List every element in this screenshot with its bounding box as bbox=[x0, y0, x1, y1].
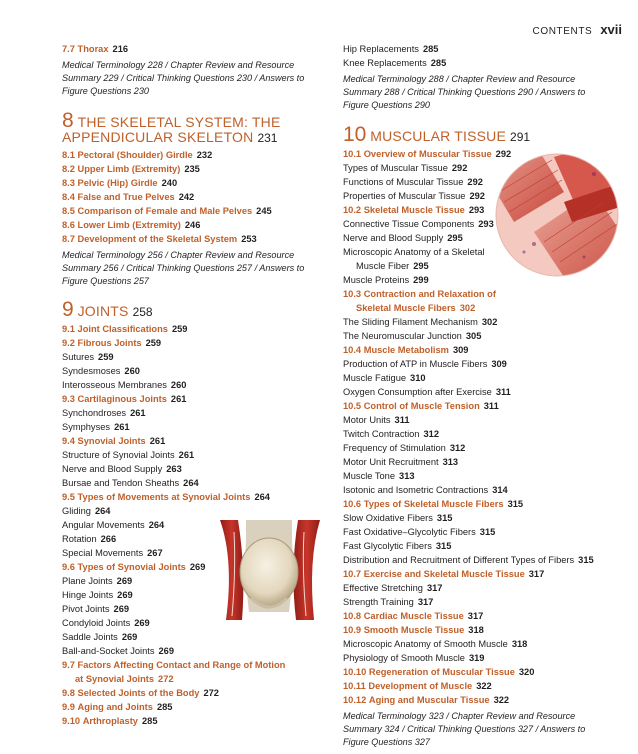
chapter-review-summary: Medical Terminology 228 / Chapter Review and Resource Summary 229 / Critical Thinking Questions 230 / Answers to Figure Questions 230 bbox=[62, 60, 305, 97]
toc-section-entry[interactable] bbox=[343, 287, 603, 315]
chapter-number: 8 bbox=[62, 108, 74, 132]
section-number: 10.1 bbox=[343, 148, 362, 159]
section-page: 272 bbox=[158, 674, 174, 685]
section-page: 285 bbox=[156, 702, 173, 713]
toc-section-entry[interactable] bbox=[62, 232, 320, 246]
subtopic-title: Strength Training bbox=[343, 596, 414, 607]
chapter-heading[interactable] bbox=[62, 108, 320, 146]
subtopic-page: 264 bbox=[148, 520, 165, 531]
section-title: Smooth Muscle Tissue bbox=[363, 624, 465, 635]
toc-subtopic-entry[interactable] bbox=[343, 469, 603, 483]
toc-subtopic-entry[interactable] bbox=[343, 329, 603, 343]
section-page: 259 bbox=[145, 338, 162, 349]
subtopic-page: 309 bbox=[491, 358, 507, 369]
section-page: 240 bbox=[161, 177, 178, 188]
subtopic-page: 313 bbox=[442, 456, 459, 467]
toc-subtopic-entry[interactable] bbox=[62, 588, 320, 602]
subtopic-page: 312 bbox=[423, 428, 439, 439]
toc-subtopic-entry[interactable] bbox=[62, 462, 320, 476]
subtopic-page: 299 bbox=[413, 274, 429, 285]
toc-subtopic-entry[interactable] bbox=[343, 385, 603, 399]
toc-subtopic-entry[interactable] bbox=[343, 315, 603, 329]
subtopic-title: Angular Movements bbox=[62, 520, 145, 531]
section-title: Joint Classifications bbox=[77, 324, 168, 335]
section-title: Pectoral (Shoulder) Girdle bbox=[77, 149, 193, 160]
section-title: Fibrous Joints bbox=[77, 338, 142, 349]
toc-subtopic-entry[interactable] bbox=[343, 483, 603, 497]
section-page: 311 bbox=[483, 400, 499, 411]
section-number: 8.4 bbox=[62, 191, 75, 202]
toc-subtopic-entry[interactable] bbox=[343, 273, 603, 287]
section-page: 259 bbox=[171, 324, 188, 335]
section-title: Factors Affecting Contact and Range of Motion bbox=[77, 660, 286, 671]
section-page: 302 bbox=[459, 302, 476, 313]
subtopic-page: 292 bbox=[467, 176, 483, 187]
section-number: 9.2 bbox=[62, 338, 75, 349]
toc-subtopic-entry[interactable] bbox=[62, 546, 320, 560]
subtopic-title: Motor Unit Recruitment bbox=[343, 456, 439, 467]
subtopic-title: Pivot Joints bbox=[62, 604, 110, 615]
subtopic-page: 269 bbox=[121, 632, 138, 643]
section-number: 8.5 bbox=[62, 205, 75, 216]
subtopic-title-continued bbox=[343, 259, 603, 273]
subtopic-title: Fast Glycolytic Fibers bbox=[343, 540, 432, 551]
subtopic-title: Microscopic Anatomy of Smooth Muscle bbox=[343, 638, 508, 649]
subtopic-page: 260 bbox=[170, 380, 187, 391]
subtopic-title: Slow Oxidative Fibers bbox=[343, 512, 433, 523]
section-number: 8.2 bbox=[62, 163, 75, 174]
section-title: False and True Pelves bbox=[77, 191, 175, 202]
section-title: Pelvic (Hip) Girdle bbox=[77, 177, 158, 188]
section-number: 10.12 bbox=[343, 694, 367, 705]
section-number: 10.8 bbox=[343, 610, 362, 621]
section-number: 10.4 bbox=[343, 344, 362, 355]
section-number: 9.4 bbox=[62, 436, 75, 447]
subtopic-title: Types of Muscular Tissue bbox=[343, 162, 448, 173]
subtopic-title: Plane Joints bbox=[62, 576, 113, 587]
section-title: Types of Movements at Synovial Joints bbox=[77, 492, 251, 503]
toc-subtopic-entry[interactable] bbox=[62, 616, 320, 630]
subtopic-title: Interosseous Membranes bbox=[62, 380, 167, 391]
subtopic-page: 315 bbox=[436, 512, 453, 523]
section-page: 315 bbox=[507, 498, 524, 509]
section-title-line2: Skeletal Muscle Fibers bbox=[356, 302, 456, 313]
subtopic-page: 295 bbox=[447, 232, 463, 243]
toc-subtopic-entry[interactable] bbox=[343, 175, 603, 189]
subtopic-title: Isotonic and Isometric Contractions bbox=[343, 484, 489, 495]
subtopic-page: 269 bbox=[113, 604, 130, 615]
section-page: 292 bbox=[495, 148, 512, 159]
toc-section-entry[interactable] bbox=[62, 714, 320, 728]
subtopic-page: 263 bbox=[166, 464, 182, 475]
section-title: Types of Skeletal Muscle Fibers bbox=[363, 498, 504, 509]
subtopic-page: 311 bbox=[495, 386, 511, 397]
chapter-page: 258 bbox=[132, 305, 153, 320]
section-title: Upper Limb (Extremity) bbox=[77, 163, 181, 174]
toc-subtopic-entry[interactable] bbox=[343, 189, 603, 203]
toc-section-entry[interactable] bbox=[62, 560, 320, 574]
toc-section-entry[interactable] bbox=[62, 434, 320, 448]
section-title: Arthroplasty bbox=[82, 716, 138, 727]
section-title: Cardiac Muscle Tissue bbox=[363, 610, 464, 621]
section-title: Types of Synovial Joints bbox=[77, 562, 186, 573]
section-title: Regeneration of Muscular Tissue bbox=[368, 666, 515, 677]
section-number: 9.6 bbox=[62, 562, 75, 573]
toc-subtopic-entry[interactable] bbox=[62, 630, 320, 644]
section-page: 216 bbox=[112, 44, 129, 54]
subtopic-title: Connective Tissue Components bbox=[343, 218, 475, 229]
subtopic-title: Hinge Joints bbox=[62, 590, 114, 601]
subtopic-title: Structure of Synovial Joints bbox=[62, 450, 175, 461]
subtopic-page: 305 bbox=[465, 330, 482, 341]
section-title: Control of Muscle Tension bbox=[363, 400, 480, 411]
toc-section-entry[interactable] bbox=[343, 343, 603, 357]
subtopic-page: 312 bbox=[449, 442, 466, 453]
toc-subtopic-entry[interactable] bbox=[62, 476, 320, 490]
section-page: 318 bbox=[468, 624, 484, 635]
section-page: 317 bbox=[467, 610, 484, 621]
section-title-continued bbox=[62, 672, 320, 686]
toc-subtopic-entry[interactable] bbox=[343, 539, 603, 553]
subtopic-title: The Sliding Filament Mechanism bbox=[343, 316, 478, 327]
subtopic-page: 317 bbox=[426, 582, 443, 593]
toc-section-entry[interactable] bbox=[62, 176, 320, 190]
section-number: 9.5 bbox=[62, 492, 75, 503]
toc-section-entry[interactable] bbox=[62, 686, 320, 700]
section-title: Lower Limb (Extremity) bbox=[77, 219, 181, 230]
section-number: 9.3 bbox=[62, 394, 75, 405]
chapter-review-summary: Medical Terminology 288 / Chapter Review and Resource Summary 288 / Critical Thinking Questions 290 / Answers to Figure Questions 290 bbox=[343, 74, 586, 111]
toc-subtopic-entry[interactable] bbox=[343, 161, 603, 175]
subtopic-page: 315 bbox=[578, 554, 594, 565]
subtopic-page: 313 bbox=[399, 470, 415, 481]
section-number: 10.6 bbox=[343, 498, 362, 509]
subtopic-page: 317 bbox=[417, 596, 434, 607]
section-title: Comparison of Female and Male Pelves bbox=[77, 205, 253, 216]
section-number: 8.6 bbox=[62, 219, 75, 230]
toc-section-entry[interactable] bbox=[62, 392, 320, 406]
subtopic-page: 264 bbox=[183, 478, 199, 489]
section-number: 10.10 bbox=[343, 666, 367, 677]
section-number: 10.5 bbox=[343, 400, 362, 411]
section-page: 322 bbox=[476, 680, 492, 691]
section-page: 253 bbox=[241, 233, 257, 244]
toc-subtopic-entry[interactable] bbox=[343, 455, 603, 469]
chapter-page: 291 bbox=[510, 129, 531, 144]
toc-section-entry[interactable] bbox=[343, 203, 603, 217]
subtopic-page: 318 bbox=[511, 638, 528, 649]
toc-subtopic-entry[interactable] bbox=[62, 378, 320, 392]
toc-subtopic-entry[interactable] bbox=[62, 420, 320, 434]
chapter-review-summary: Medical Terminology 256 / Chapter Review and Resource Summary 256 / Critical Thinking Questions 257 / Answers to Figure Questions 257 bbox=[62, 249, 305, 287]
section-title: Synovial Joints bbox=[77, 436, 146, 447]
toc-section-entry[interactable] bbox=[62, 322, 320, 336]
toc-subtopic-entry[interactable] bbox=[343, 371, 603, 385]
subtopic-title: Muscle Fatigue bbox=[343, 372, 407, 383]
toc-subtopic-entry[interactable] bbox=[343, 651, 603, 665]
section-title: Contraction and Relaxation of bbox=[363, 288, 496, 299]
subtopic-title: Saddle Joints bbox=[62, 632, 118, 643]
header-page-number: xvii bbox=[600, 22, 622, 37]
subtopic-page: 259 bbox=[98, 352, 114, 363]
subtopic-title: Motor Units bbox=[343, 414, 391, 425]
subtopic-page: 264 bbox=[94, 506, 111, 517]
section-title-continued bbox=[343, 301, 603, 315]
toc-subtopic-entry[interactable] bbox=[62, 574, 320, 588]
section-number: 9.10 bbox=[62, 716, 81, 727]
toc-subtopic-entry[interactable] bbox=[343, 441, 603, 455]
subtopic-title: Physiology of Smooth Muscle bbox=[343, 652, 465, 663]
toc-right-column bbox=[343, 42, 603, 754]
subtopic-title: Microscopic Anatomy of a Skeletal bbox=[343, 246, 485, 257]
subtopic-page: 261 bbox=[114, 422, 130, 433]
subtopic-title: Distribution and Recruitment of Different Types of Fibers bbox=[343, 554, 575, 565]
toc-subtopic-entry[interactable] bbox=[343, 56, 603, 70]
section-page: 309 bbox=[452, 344, 469, 355]
toc-subtopic-entry[interactable] bbox=[62, 602, 320, 616]
section-number: 9.9 bbox=[62, 702, 75, 713]
section-number: 7.7 bbox=[62, 44, 75, 54]
chapter-page: 231 bbox=[257, 130, 278, 145]
toc-section-entry[interactable] bbox=[343, 609, 603, 623]
section-title: Muscle Metabolism bbox=[363, 344, 449, 355]
chapter-review-summary: Medical Terminology 323 / Chapter Review and Resource Summary 324 / Critical Thinking Questions 327 / Answers to Figure Questions 327 bbox=[343, 710, 586, 748]
subtopic-page: 269 bbox=[134, 618, 150, 629]
toc-section-entry[interactable] bbox=[62, 700, 320, 714]
chapter-title: MUSCULAR TISSUE bbox=[370, 127, 507, 144]
toc-subtopic-entry[interactable] bbox=[62, 406, 320, 420]
section-page: 261 bbox=[170, 394, 187, 405]
section-title: Cartilaginous Joints bbox=[77, 394, 167, 405]
toc-section-entry[interactable] bbox=[62, 490, 320, 504]
toc-section-entry[interactable] bbox=[62, 658, 320, 686]
subtopic-title: Nerve and Blood Supply bbox=[62, 464, 163, 475]
section-number: 10.2 bbox=[343, 204, 362, 215]
chapter-number: 9 bbox=[62, 298, 74, 322]
subtopic-page: 314 bbox=[492, 484, 508, 495]
subtopic-title: Special Movements bbox=[62, 548, 144, 559]
toc-subtopic-entry[interactable] bbox=[62, 504, 320, 518]
subtopic-page: 315 bbox=[479, 526, 496, 537]
subtopic-title: Rotation bbox=[62, 534, 97, 545]
toc-section-entry[interactable] bbox=[62, 218, 320, 232]
toc-subtopic-entry[interactable] bbox=[62, 532, 320, 546]
section-page: 272 bbox=[203, 688, 219, 699]
toc-section-entry[interactable] bbox=[343, 147, 603, 161]
subtopic-page: 266 bbox=[100, 534, 117, 545]
toc-section-entry[interactable] bbox=[343, 623, 603, 637]
toc-section-entry[interactable] bbox=[343, 399, 603, 413]
toc-section-entry[interactable] bbox=[62, 162, 320, 176]
subtopic-title: Bursae and Tendon Sheaths bbox=[62, 478, 180, 489]
toc-subtopic-entry[interactable] bbox=[62, 644, 320, 658]
toc-subtopic-entry[interactable] bbox=[62, 350, 320, 364]
section-number: 9.7 bbox=[62, 660, 75, 671]
toc-subtopic-entry[interactable] bbox=[343, 217, 603, 231]
subtopic-title: Twitch Contraction bbox=[343, 428, 420, 439]
chapter-heading[interactable] bbox=[62, 298, 320, 322]
section-title: Development of the Skeletal System bbox=[77, 233, 238, 244]
subtopic-page: 311 bbox=[394, 414, 410, 425]
chapter-number: 10 bbox=[343, 122, 367, 146]
section-page: 285 bbox=[141, 716, 158, 727]
toc-subtopic-entry[interactable] bbox=[343, 553, 603, 567]
section-page: 261 bbox=[149, 436, 166, 447]
subtopic-page: 285 bbox=[430, 58, 447, 68]
subtopic-title: Sutures bbox=[62, 352, 95, 363]
toc-section-entry[interactable] bbox=[62, 204, 320, 218]
subtopic-page: 269 bbox=[117, 590, 133, 601]
toc-subtopic-entry[interactable] bbox=[343, 427, 603, 441]
subtopic-page: 261 bbox=[178, 450, 195, 461]
section-title: Aging and Muscular Tissue bbox=[368, 694, 490, 705]
subtopic-title: Frequency of Stimulation bbox=[343, 442, 446, 453]
section-title: Exercise and Skeletal Muscle Tissue bbox=[363, 568, 525, 579]
section-number: 10.9 bbox=[343, 624, 362, 635]
section-number: 10.3 bbox=[343, 288, 362, 299]
section-title: Selected Joints of the Body bbox=[77, 688, 200, 699]
toc-subtopic-entry[interactable] bbox=[343, 231, 603, 245]
section-page: 242 bbox=[178, 191, 195, 202]
subtopic-title: Muscle Tone bbox=[343, 470, 396, 481]
subtopic-title: Nerve and Blood Supply bbox=[343, 232, 444, 243]
subtopic-page: 285 bbox=[422, 44, 439, 54]
toc-section-entry[interactable] bbox=[343, 567, 603, 581]
subtopic-page: 261 bbox=[130, 408, 146, 419]
subtopic-title-line2: Muscle Fiber bbox=[356, 260, 410, 271]
toc-subtopic-entry[interactable] bbox=[343, 413, 603, 427]
subtopic-page: 319 bbox=[468, 652, 485, 663]
section-title: Development of Muscle bbox=[368, 680, 473, 691]
subtopic-title: Condyloid Joints bbox=[62, 618, 131, 629]
toc-subtopic-entry[interactable] bbox=[62, 448, 320, 462]
section-page: 317 bbox=[528, 568, 545, 579]
subtopic-title: Functions of Muscular Tissue bbox=[343, 176, 464, 187]
subtopic-title: Knee Replacements bbox=[343, 58, 427, 68]
toc-section-entry[interactable] bbox=[62, 190, 320, 204]
subtopic-page: 310 bbox=[410, 372, 426, 383]
section-page: 320 bbox=[518, 666, 535, 677]
toc-subtopic-entry[interactable] bbox=[343, 595, 603, 609]
section-title: Skeletal Muscle Tissue bbox=[363, 204, 465, 215]
subtopic-page: 295 bbox=[413, 260, 429, 271]
toc-section-entry[interactable] bbox=[343, 497, 603, 511]
section-number: 10.7 bbox=[343, 568, 362, 579]
subtopic-page: 269 bbox=[116, 576, 133, 587]
section-page: 245 bbox=[256, 205, 272, 216]
section-page: 322 bbox=[493, 694, 510, 705]
toc-subtopic-entry[interactable] bbox=[343, 42, 603, 56]
toc-subtopic-entry[interactable] bbox=[62, 518, 320, 532]
section-page: 264 bbox=[254, 492, 270, 503]
subtopic-title: Syndesmoses bbox=[62, 366, 121, 377]
subtopic-page: 315 bbox=[435, 540, 452, 551]
subtopic-page: 269 bbox=[158, 646, 175, 657]
subtopic-title: Synchondroses bbox=[62, 408, 127, 419]
section-number: 10.11 bbox=[343, 680, 366, 691]
toc-subtopic-entry[interactable] bbox=[343, 581, 603, 595]
subtopic-title: Gliding bbox=[62, 506, 91, 517]
subtopic-title: Fast Oxidative–Glycolytic Fibers bbox=[343, 526, 476, 537]
section-page: 232 bbox=[196, 149, 213, 160]
section-page: 246 bbox=[184, 219, 201, 230]
subtopic-title: Oxygen Consumption after Exercise bbox=[343, 386, 492, 397]
subtopic-page: 260 bbox=[124, 366, 140, 377]
toc-subtopic-entry[interactable] bbox=[343, 525, 603, 539]
section-title: Aging and Joints bbox=[77, 702, 153, 713]
section-number: 8.3 bbox=[62, 177, 75, 188]
toc-section-entry[interactable] bbox=[343, 665, 603, 679]
toc-subtopic-entry[interactable] bbox=[62, 364, 320, 378]
header-label: CONTENTS bbox=[532, 26, 593, 37]
subtopic-title: Properties of Muscular Tissue bbox=[343, 190, 466, 201]
subtopic-title: Production of ATP in Muscle Fibers bbox=[343, 358, 488, 369]
running-header bbox=[533, 22, 623, 37]
subtopic-title: The Neuromuscular Junction bbox=[343, 330, 462, 341]
toc-subtopic-entry[interactable] bbox=[343, 245, 603, 273]
subtopic-title: Hip Replacements bbox=[343, 44, 419, 54]
toc-section-entry[interactable] bbox=[343, 679, 603, 693]
section-page: 293 bbox=[468, 204, 485, 215]
subtopic-page: 267 bbox=[147, 548, 163, 559]
toc-left-column bbox=[62, 42, 320, 728]
subtopic-page: 293 bbox=[478, 218, 494, 229]
toc-subtopic-entry[interactable] bbox=[343, 511, 603, 525]
section-page: 269 bbox=[189, 562, 206, 573]
chapter-title: THE SKELETAL SYSTEM: THE APPENDICULAR SKELETON bbox=[62, 113, 281, 145]
section-title: Thorax bbox=[77, 44, 109, 54]
section-title: Overview of Muscular Tissue bbox=[363, 148, 492, 159]
chapter-heading[interactable] bbox=[343, 122, 603, 146]
subtopic-title: Muscle Proteins bbox=[343, 274, 410, 285]
toc-section-entry[interactable] bbox=[62, 148, 320, 162]
subtopic-title: Effective Stretching bbox=[343, 582, 423, 593]
toc-section-entry[interactable] bbox=[343, 693, 603, 707]
toc-subtopic-entry[interactable] bbox=[343, 637, 603, 651]
section-title-line2: at Synovial Joints bbox=[75, 674, 155, 685]
section-number: 8.1 bbox=[62, 149, 75, 160]
subtopic-page: 292 bbox=[451, 162, 468, 173]
subtopic-page: 292 bbox=[469, 190, 485, 201]
subtopic-title: Ball-and-Socket Joints bbox=[62, 646, 155, 657]
subtopic-page: 302 bbox=[481, 316, 498, 327]
section-number: 9.1 bbox=[62, 324, 75, 335]
section-number: 9.8 bbox=[62, 688, 75, 699]
toc-subtopic-entry[interactable] bbox=[343, 357, 603, 371]
toc-section-entry[interactable] bbox=[62, 42, 320, 56]
chapter-title: JOINTS bbox=[77, 303, 129, 320]
section-number: 8.7 bbox=[62, 233, 75, 244]
subtopic-title: Symphyses bbox=[62, 422, 111, 433]
section-page: 235 bbox=[184, 163, 200, 174]
toc-section-entry[interactable] bbox=[62, 336, 320, 350]
